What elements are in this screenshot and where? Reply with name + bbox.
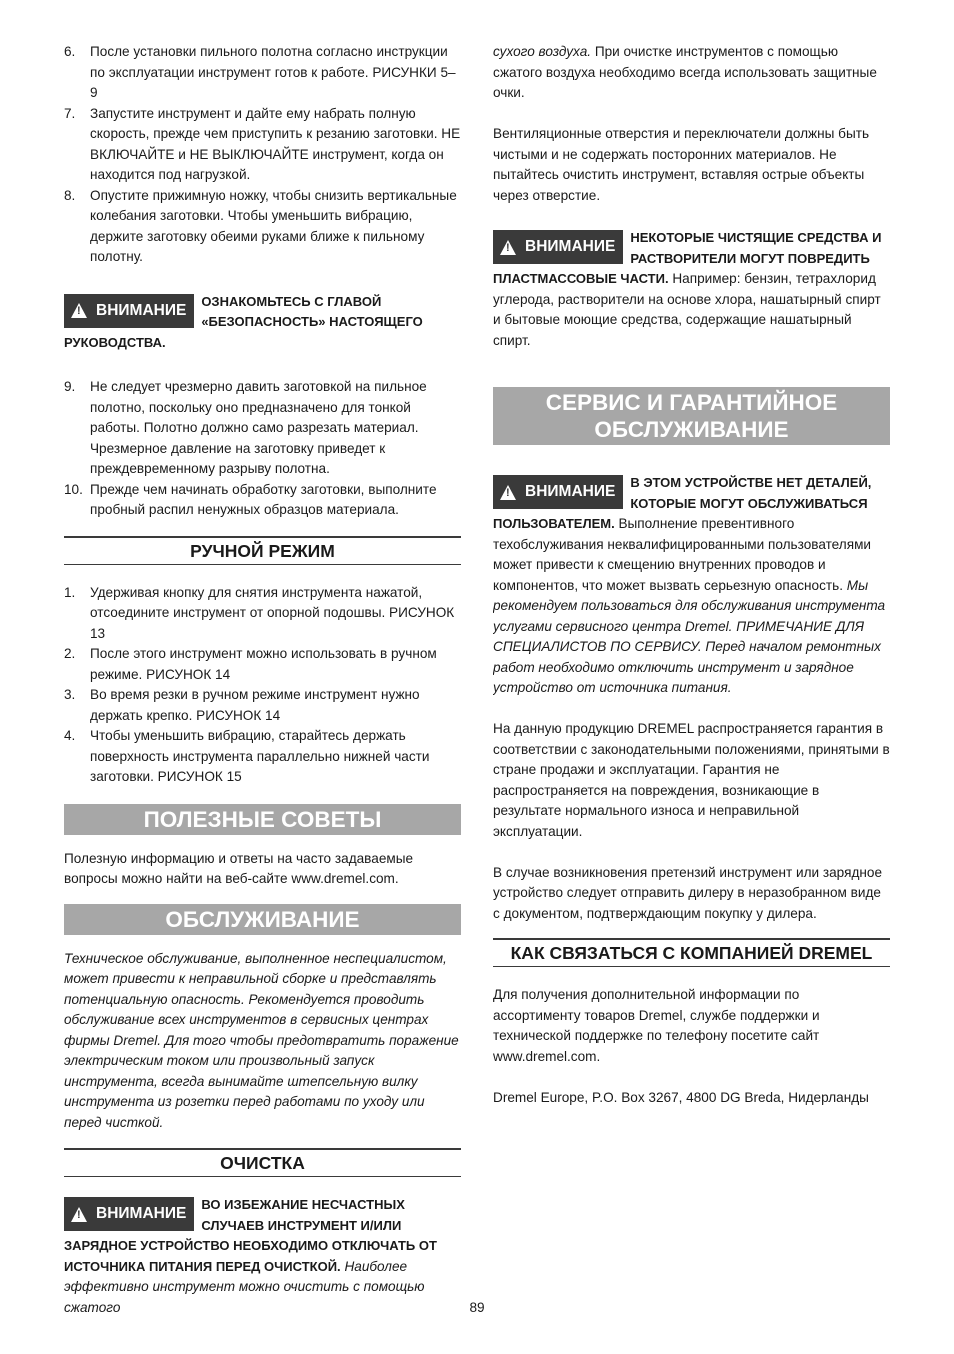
warning-text: НЕКОТОРЫЕ ЧИСТЯЩИЕ СРЕДСТВА И РАСТВОРИТЕЛИ МОГУТ ПОВРЕДИТЬ ПЛАСТМАССОВЫЕ ЧАСТИ. (493, 230, 882, 286)
steps-list-b (64, 377, 461, 521)
list-item: 10. Прежде чем начинать обработку заготовки, выполните пробный распил ненужных образцов материала. (64, 481, 437, 517)
warning-triangle-icon (500, 485, 516, 500)
warning-rest: Выполнение превентивного техобслуживания неквалифицированными пользователями может привести к смещению внутренних проводов и компонентов, что может вызвать серьезную опасность. (493, 516, 872, 593)
warning-text: В ЭТОМ УСТРОЙСТВЕ НЕТ ДЕТАЛЕЙ, КОТОРЫЕ МОГУТ ОБСЛУЖИВАТЬСЯ ПОЛЬЗОВАТЕЛЕМ. (493, 475, 872, 531)
list-item: 6. После установки пильного полотна согласно инструкции по эксплуатации инструмент готов к работе. РИСУНКИ 5–9 (64, 44, 456, 100)
service-warning (493, 473, 890, 699)
warning-triangle-icon (71, 1207, 87, 1222)
tips-heading: ПОЛЕЗНЫЕ СОВЕТЫ (64, 804, 461, 835)
address: Dremel Europe, P.O. Box 3267, 4800 DG Breda, Нидерланды (493, 1089, 869, 1105)
tips-text: Полезную информацию и ответы на часто задаваемые вопросы можно найти на веб-сайте www.dremel.com. (64, 850, 414, 886)
list-item: 8. Опустите прижимную ножку, чтобы снизить вертикальные колебания заготовки. Чтобы уменьшить вибрацию, держите заготовку обеими руками ближе к пильному полотну. (64, 187, 457, 264)
warning-badge: ! ВНИМАНИЕ (64, 1197, 194, 1231)
warning-text: ВО ИЗБЕЖАНИЕ НЕСЧАСТНЫХ СЛУЧАЕВ ИНСТРУМЕНТ И/ИЛИ ЗАРЯДНОЕ УСТРОЙСТВО НЕОБХОДИМО ОТКЛЮЧАТЬ ОТ ИСТОЧНИКА ПИТАНИЯ ПЕРЕД ОЧИСТКОЙ. (64, 1197, 437, 1274)
manual-steps-list (64, 583, 461, 788)
list-item: 9. Не следует чрезмерно давить заготовкой на пильное полотно, поскольку оно предназначено для тонкой работы. Полотно должно само разрезать материал. Чрезмерное давление на заготовку приведет к преждевременному разрыву полотна. (64, 379, 427, 476)
safety-warning (64, 292, 461, 354)
contact-text: Для получения дополнительной информации по ассортименту товаров Dremel, службе поддержки и технической поддержке по телефону посетите сайт www.dremel.com. (493, 987, 820, 1064)
warning-rest: Например: бензин, тетрахлорид углерода, растворители на основе хлора, нашатырный спирт и бытовые моющие средства, содержащие нашатырный спирт. (493, 271, 881, 348)
contact-heading: КАК СВЯЗАТЬСЯ С КОМПАНИЕЙ DREMEL (493, 938, 890, 967)
steps-list-a (64, 42, 461, 268)
left-column (64, 42, 461, 1318)
right-column (493, 42, 890, 1108)
maintenance-text: Техническое обслуживание, выполненное неспециалистом, может привести к неправильной сборке и представлять потенциальную опасность. Рекомендуется проводить обслуживание всех инструментов в сервисных центрах фирмы Dremel. Для того чтобы предотвратить поражение электрическим током или произвольный запуск инструмента, всегда вынимайте штепсельную вилку инструмента из розетки перед работами по уходу или перед чисткой. (64, 950, 459, 1130)
list-item: 2. После этого инструмент можно использовать в ручном режиме. РИСУНОК 14 (64, 646, 437, 682)
warning-text: ОЗНАКОМЬТЕСЬ С ГЛАВОЙ «БЕЗОПАСНОСТЬ» НАСТОЯЩЕГО РУКОВОДСТВА. (64, 293, 423, 350)
maintenance-heading: ОБСЛУЖИВАНИЕ (64, 904, 461, 935)
warning-triangle-icon (500, 240, 516, 255)
list-item: 1. Удерживая кнопку для снятия инструмента нажатой, отсоедините инструмент от опорной подошвы. РИСУНОК 13 (64, 584, 455, 641)
manual-mode-heading: РУЧНОЙ РЕЖИМ (64, 536, 461, 565)
ventilation-text: Вентиляционные отверстия и переключатели должны быть чистыми и не содержать посторонних материалов. Не пытайтесь очистить инструмент, вставляя острые объекты через отверстие. (493, 126, 870, 203)
solvent-warning (493, 228, 890, 351)
cleaning-continuation: сухого воздуха. При очистке инструментов с помощью сжатого воздуха необходимо всегда использовать защитные очки. (493, 44, 877, 100)
warning-continuation: Наиболее эффективно инструмент можно очистить с помощью сжатого (64, 1258, 425, 1315)
cleaning-heading: ОЧИСТКА (64, 1148, 461, 1177)
list-item: 3. Во время резки в ручном режиме инструмент нужно держать крепко. РИСУНОК 14 (64, 687, 420, 723)
warranty-text: На данную продукцию DREMEL распространяется гарантия в соответствии с законодательными положениями, принятыми в стране продажи и эксплуатации. Гарантия не распространяется на повреждения, возникающие в результате нормального износа и неправильной эксплуатации. (493, 721, 890, 839)
warning-badge: ! ВНИМАНИЕ (64, 294, 194, 328)
service-heading: СЕРВИС И ГАРАНТИЙНОЕ ОБСЛУЖИВАНИЕ (493, 387, 890, 445)
warning-triangle-icon (71, 303, 87, 318)
claims-text: В случае возникновения претензий инструмент или зарядное устройство следует отправить дилеру в неразобранном виде с документом, подтверждающим покупку у дилера. (493, 864, 883, 921)
page-number: 89 (469, 1300, 485, 1315)
list-item: 4. Чтобы уменьшить вибрацию, старайтесь держать поверхность инструмента параллельно нижней части заготовки. РИСУНОК 15 (64, 728, 430, 784)
warning-italic: Мы рекомендуем пользоваться для обслуживания инструмента услугами сервисного центра Dremel. ПРИМЕЧАНИЕ ДЛЯ СПЕЦИАЛИСТОВ ПО СЕРВИСУ. Перед началом ремонтных работ необходимо отключить инструмент и зарядное устройство от источника питания. (493, 577, 886, 695)
warning-badge: ! ВНИМАНИЕ (493, 475, 623, 509)
list-item: 7. Запустите инструмент и дайте ему набрать полную скорость, прежде чем приступить к резанию заготовки. НЕ ВКЛЮЧАЙТЕ и НЕ ВЫКЛЮЧАЙТЕ инструмент, когда он находится под нагрузкой. (64, 105, 461, 182)
warning-badge: ! ВНИМАНИЕ (493, 230, 623, 264)
